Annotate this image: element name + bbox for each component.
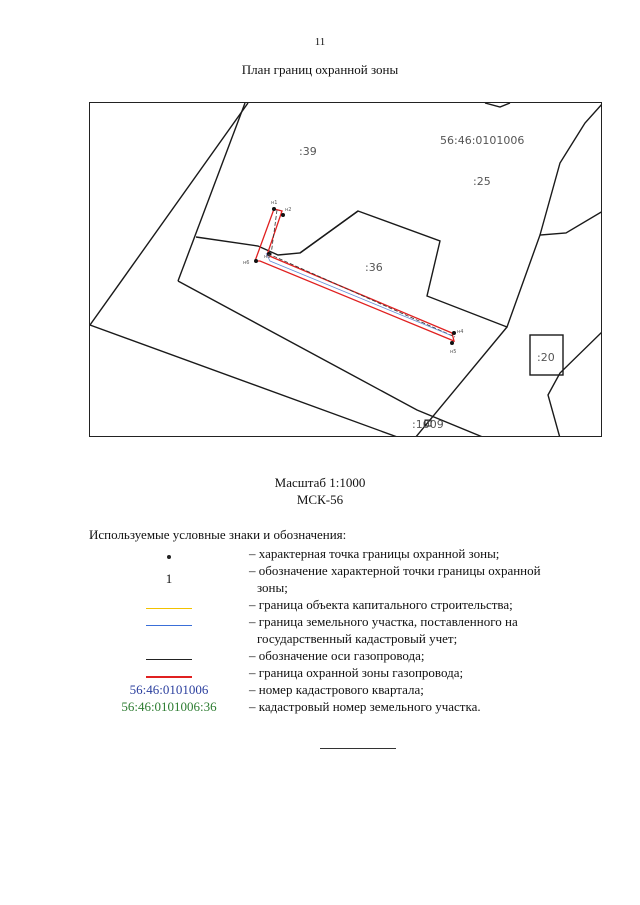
legend-symbol-parcel [89, 698, 249, 715]
legend-item [89, 698, 609, 715]
parcel-label-25: :25 [473, 175, 491, 188]
legend-text: – номер кадастрового квартала; [249, 682, 424, 697]
legend-symbol-line [89, 596, 249, 613]
blue-line-sample [146, 625, 192, 626]
legend-item [89, 681, 609, 698]
legend [89, 545, 609, 715]
coordinate-system-label: МСК-56 [296, 492, 344, 507]
legend-item [89, 613, 609, 647]
legend-text: – характерная точка границы охранной зоны; [249, 546, 500, 561]
parcel-label-39: :39 [299, 145, 317, 158]
parcel-boundary-36 [196, 211, 602, 327]
legend-text-wrap: зоны; [257, 580, 288, 595]
boundary-plan-map [89, 102, 602, 437]
parcel-boundary-far-right [548, 331, 602, 437]
point-label: н5 [450, 349, 457, 355]
cadastral-map [90, 103, 602, 437]
parcel-boundary-top-notch [485, 103, 510, 107]
legend-item [89, 545, 609, 562]
red-line-sample [146, 676, 192, 678]
block-number-sample: 56:46:0101006 [129, 682, 209, 697]
legend-heading: Используемые условные знаки и обозначения: [89, 527, 347, 542]
parcel-label-1009: :1009 [412, 418, 444, 431]
legend-symbol-block [89, 681, 249, 698]
end-rule [320, 748, 396, 749]
legend-item [89, 647, 609, 664]
legend-item [89, 562, 609, 596]
parcel-label-36: :36 [365, 261, 383, 274]
parcel-boundary-right-upper [540, 103, 602, 235]
point-label: н1 [271, 200, 278, 206]
parcel-boundary-39-inner [178, 103, 245, 281]
legend-text-wrap: государственный кадастровый учет; [257, 631, 458, 646]
legend-text: – обозначение оси газопровода; [249, 648, 425, 663]
point-number-sample: 1 [165, 571, 173, 586]
legend-symbol-number [89, 562, 249, 587]
scale-block [0, 474, 640, 508]
legend-text: – граница земельного участка, поставленного на [249, 614, 518, 629]
point-label: н4 [457, 329, 464, 335]
boundary-point-n5 [450, 341, 454, 345]
gas-pipeline-axis [271, 210, 455, 337]
point-marker-icon [167, 555, 171, 559]
boundary-point-n4 [452, 331, 456, 335]
black-line-sample [146, 659, 192, 660]
parcel-boundary-36-top [300, 211, 358, 253]
page-number: 11 [314, 36, 326, 48]
block-number-label: 56:46:0101006 [440, 134, 525, 147]
street-boundary [90, 325, 400, 437]
plan-title: План границ охранной зоны [241, 62, 399, 77]
legend-symbol-line [89, 647, 249, 664]
legend-item [89, 664, 609, 681]
security-zone-boundary [255, 209, 454, 341]
parcel-boundary-39-left [90, 103, 248, 325]
point-label: н3 [264, 254, 271, 260]
legend-symbol-line [89, 613, 249, 630]
legend-text: – граница охранной зоны газопровода; [249, 665, 464, 680]
boundary-point-n1 [272, 207, 276, 211]
legend-text: – граница объекта капитального строительства; [249, 597, 513, 612]
legend-item [89, 596, 609, 613]
legend-symbol-line [89, 664, 249, 681]
parcel-number-sample: 56:46:0101006:36 [121, 699, 217, 714]
boundary-point-n2 [281, 213, 285, 217]
point-label: н2 [285, 207, 292, 213]
yellow-line-sample [146, 608, 192, 609]
legend-symbol-point [89, 545, 249, 562]
point-label: н6 [243, 260, 250, 266]
boundary-point-n6 [254, 259, 258, 263]
parcel-label-20: :20 [537, 351, 555, 364]
legend-text: – обозначение характерной точки границы охранной [249, 563, 541, 578]
legend-text: – кадастровый номер земельного участка. [249, 699, 481, 714]
scale-label: Масштаб 1:1000 [274, 475, 366, 490]
